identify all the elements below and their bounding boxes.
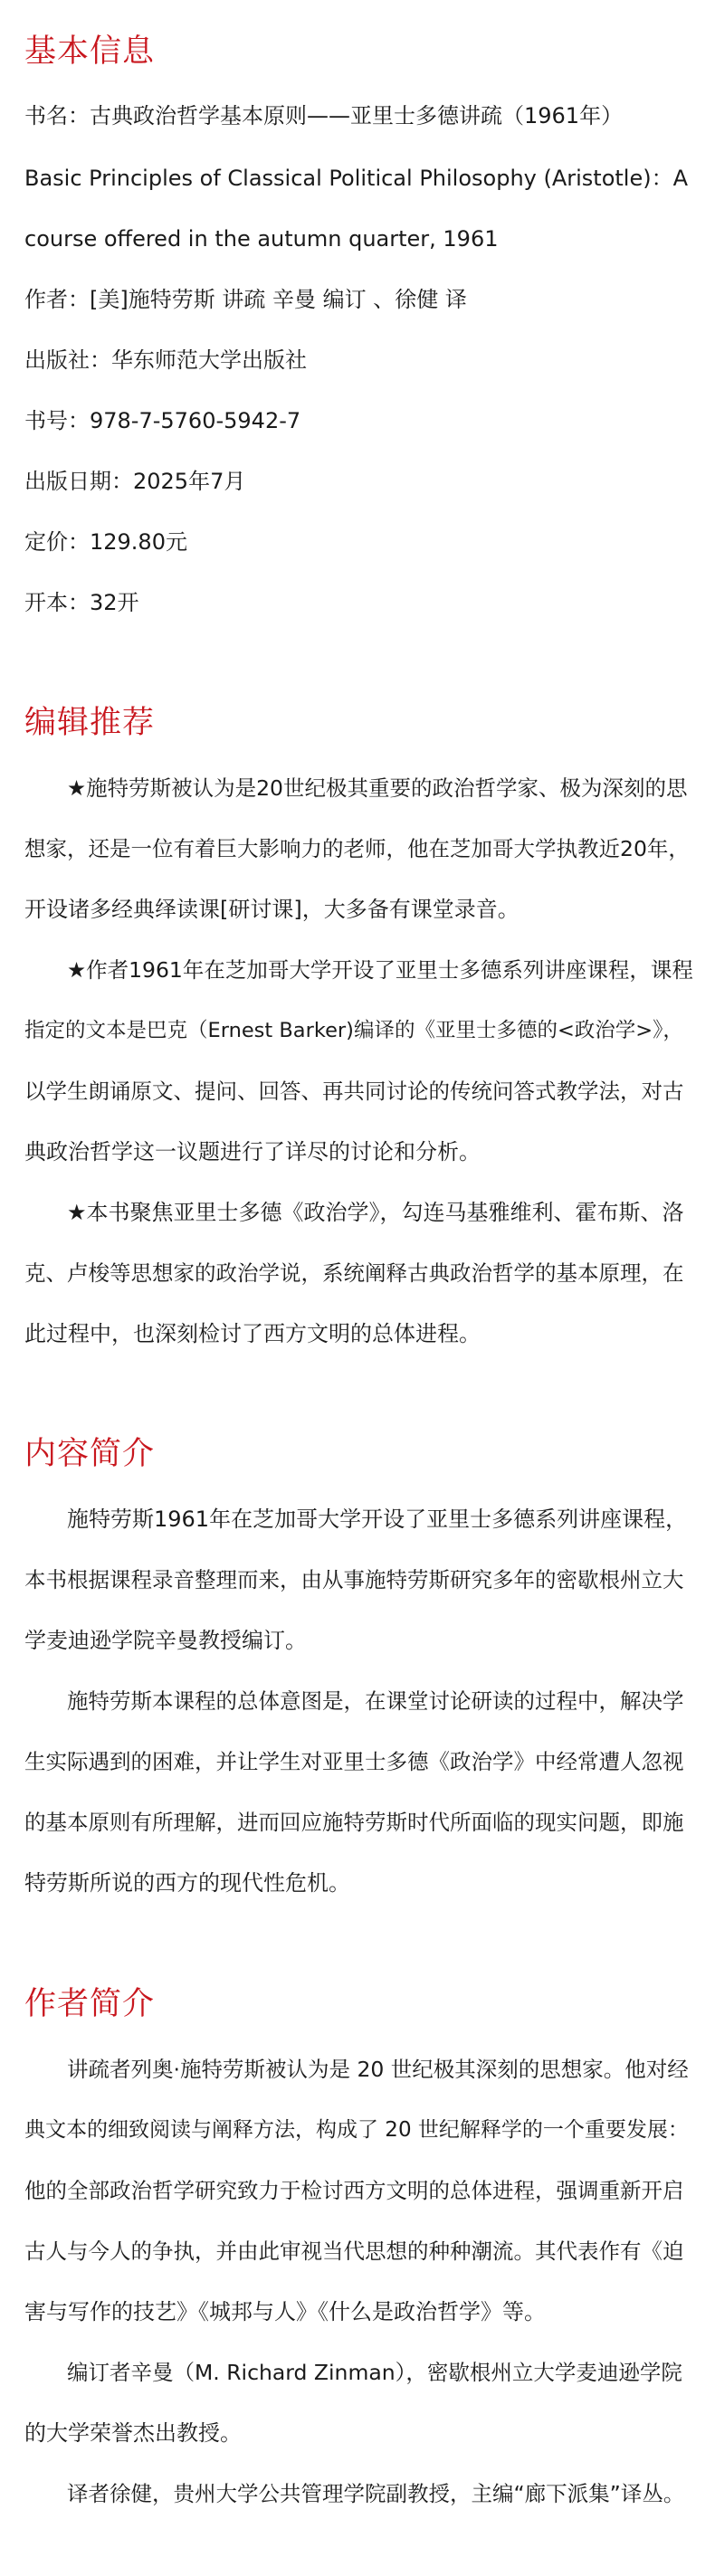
english-title-line-1: Basic Principles of Classical Political Philosophy (Aristotle)：A xyxy=(24,166,689,191)
recommendation-line: 以学生朗诵原文、提问、回答、再共同讨论的传统问答式教学法，对古 xyxy=(24,1079,684,1104)
recommendation-line: ★施特劳斯被认为是20世纪极其重要的政治哲学家、极为深刻的思 xyxy=(67,775,688,801)
publish-date-line: 出版日期：2025年7月 xyxy=(24,469,246,494)
summary-line: 的基本原则有所理解，进而回应施特劳斯时代所面临的现实问题，即施 xyxy=(24,1810,684,1835)
publisher-line: 出版社：华东师范大学出版社 xyxy=(24,347,307,373)
summary-line: 特劳斯所说的西方的现代性危机。 xyxy=(24,1870,350,1896)
author-intro-line: 译者徐健，贵州大学公共管理学院副教授，主编“廊下派集”译丛。 xyxy=(67,2481,685,2506)
recommendation-line: 想家，还是一位有着巨大影响力的老师，他在芝加哥大学执教近20年， xyxy=(24,836,690,861)
english-title-line-2: course offered in the autumn quarter, 1961 xyxy=(24,226,499,252)
author-intro-line: 的大学荣誉杰出教授。 xyxy=(24,2420,242,2446)
recommendation-line: ★作者1961年在芝加哥大学开设了亚里士多德系列讲座课程，课程 xyxy=(67,957,693,983)
recommendation-line: 开设诸多经典绎读课[研讨课]，大多备有课堂录音。 xyxy=(24,897,520,922)
author-line: 作者：[美]施特劳斯 讲疏 辛曼 编订 、徐健 译 xyxy=(24,287,467,312)
recommendation-line: 指定的文本是巴克（Ernest Barker)编译的《亚里士多德的<政治学>》， xyxy=(24,1019,683,1042)
summary-line: 生实际遇到的困难，并让学生对亚里士多德《政治学》中经常遭人忽视 xyxy=(24,1749,684,1774)
author-intro-line: 他的全部政治哲学研究致力于检讨西方文明的总体进程，强调重新开启 xyxy=(24,2178,684,2203)
summary-line: 本书根据课程录音整理而来，由从事施特劳斯研究多年的密歇根州立大 xyxy=(24,1567,684,1592)
author-intro-line: 典文本的细致阅读与阐释方法，构成了 20 世纪解释学的一个重要发展： xyxy=(24,2118,689,2142)
isbn-line: 书号：978-7-5760-5942-7 xyxy=(24,408,301,433)
recommendation-line: 克、卢梭等思想家的政治学说，系统阐释古典政治哲学的基本原理，在 xyxy=(24,1260,684,1286)
recommendation-line: ★本书聚焦亚里士多德《政治学》，勾连马基雅维利、霍布斯、洛 xyxy=(67,1200,684,1225)
summary-line: 学麦迪逊学院辛曼教授编订。 xyxy=(24,1628,307,1653)
recommendation-line: 典政治哲学这一议题进行了详尽的讨论和分析。 xyxy=(24,1139,481,1164)
content-summary-heading: 内容简介 xyxy=(24,1436,156,1472)
author-intro-heading: 作者简介 xyxy=(24,1986,156,2022)
author-intro-line: 讲疏者列奥·施特劳斯被认为是 20 世纪极其深刻的思想家。他对经 xyxy=(67,2057,689,2082)
basic-info-heading: 基本信息 xyxy=(24,33,156,70)
summary-line: 施特劳斯1961年在芝加哥大学开设了亚里士多德系列讲座课程， xyxy=(67,1507,688,1532)
editor-recommendation-heading: 编辑推荐 xyxy=(24,705,156,741)
author-intro-line: 古人与今人的争执，并由此审视当代思想的种种潮流。其代表作有《迫 xyxy=(24,2239,684,2264)
recommendation-line: 此过程中，也深刻检讨了西方文明的总体进程。 xyxy=(24,1321,481,1346)
author-intro-line: 编订者辛曼（M. Richard Zinman），密歇根州立大学麦迪逊学院 xyxy=(67,2360,682,2385)
book-title: 书名：古典政治哲学基本原则——亚里士多德讲疏（1961年） xyxy=(24,103,624,128)
price-line: 定价：129.80元 xyxy=(24,529,187,555)
format-line: 开本：32开 xyxy=(24,590,139,615)
author-intro-line: 害与写作的技艺》《城邦与人》《什么是政治哲学》等。 xyxy=(24,2299,546,2324)
summary-line: 施特劳斯本课程的总体意图是，在课堂讨论研读的过程中，解决学 xyxy=(67,1688,684,1714)
